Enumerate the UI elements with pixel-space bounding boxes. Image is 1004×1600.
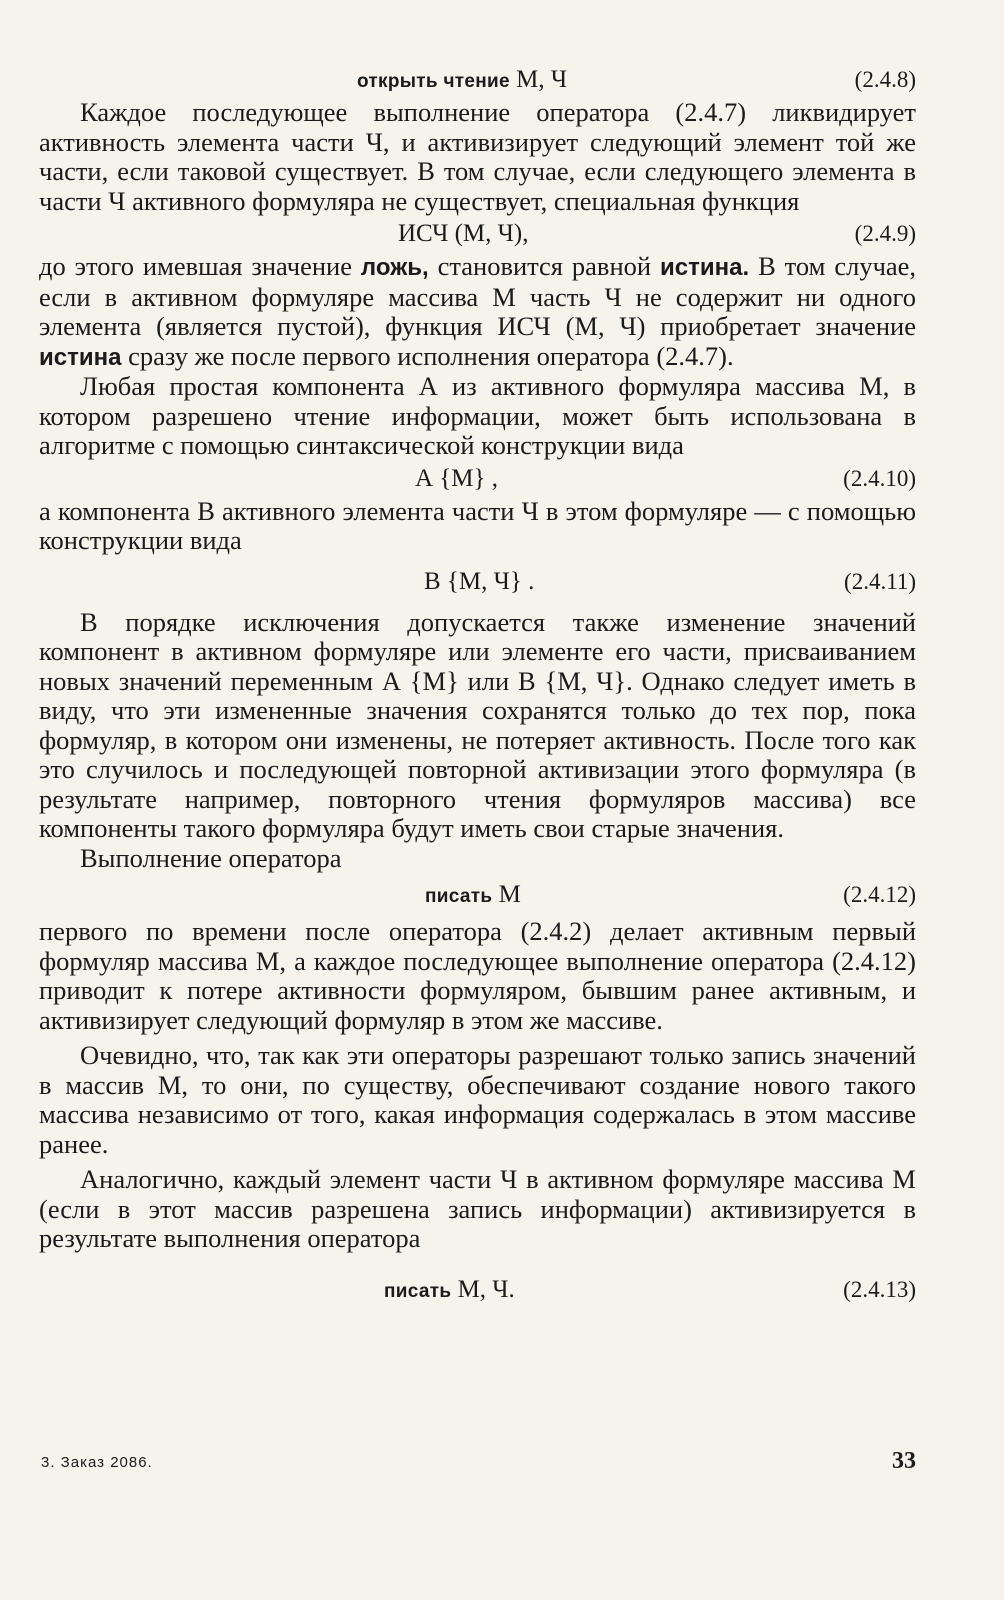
formula-args: М, Ч <box>516 66 568 93</box>
bold-term: истина. <box>660 254 750 281</box>
formula-number: (2.4.10) <box>843 465 916 491</box>
formula-args: М <box>498 881 521 908</box>
formula-args: М, Ч. <box>457 1275 515 1303</box>
print-order-note: 3. Заказ 2086. <box>41 1454 153 1471</box>
formula-number: (2.4.12) <box>843 882 916 907</box>
formula-keyword: открыть чтение <box>357 71 510 92</box>
paragraph-1: Каждое последующее выполнение оператора (2.4.7) ликвидирует активность элемента части Ч, и активизирует следующий элемент той же части, если таковой существует. В том случае, если следующего элемента в части Ч активного формуляра не существует, специальная функция <box>39 97 916 216</box>
formula-expression: В {М, Ч} . <box>424 567 535 595</box>
text-run: сразу же после первого исполнения оператора (2.4.7). <box>128 340 734 371</box>
paragraph-9: Аналогично, каждый элемент части Ч в активном формуляре массива М (если в этот массив разрешена запись информации) активизируется в результате выполнения оператора <box>39 1164 916 1253</box>
paragraph-6: Выполнение оператора <box>80 842 342 873</box>
text-run: до этого имевшая значение <box>39 251 352 281</box>
formula-number: (2.4.9) <box>854 221 916 246</box>
bold-term: ложь, <box>360 254 429 281</box>
formula-2-4-10 <box>39 461 916 497</box>
page-footer <box>41 1448 916 1478</box>
paragraph-2 <box>39 252 916 372</box>
formula-number: (2.4.11) <box>844 568 916 594</box>
formula-keyword: писать <box>384 1280 452 1302</box>
formula-2-4-13 <box>39 1272 916 1308</box>
formula-expression <box>357 62 567 100</box>
formula-2-4-12 <box>39 877 916 913</box>
paragraph-8: Очевидно, что, так как эти операторы разрешают только запись значений в массив М, то они, по существу, обеспечивают создание нового такого массива независимо от того, какая информация содержалась в этом массиве ранее. <box>39 1040 916 1159</box>
paragraph-7: первого по времени после оператора (2.4.2) делает активным первый формуляр массива М, а каждое последующее выполнение оператора (2.4.12) приводит к потере активности формуляром, бывшим ранее активным, и активизирует следующий формуляр в этом же массиве. <box>39 916 916 1035</box>
formula-number: (2.4.8) <box>854 67 916 92</box>
formula-keyword: писать <box>425 886 493 907</box>
paragraph-5: В порядке исключения допускается также изменение значений компонент в активном формуляре или элементе его части, присваиванием новых значений переменным А {М} или В {М, Ч}. Однако следует иметь в виду, что эти измененные значения сохранятся только до тех пор, пока формуляр, в котором они изменены, не потеряет активность. После того как это случилось и последующей повторной активизации этого формуляра (в результате например, повторного чтения формуляров массива) все компоненты такого формуляра будут иметь свои старые значения. <box>39 606 916 843</box>
bold-term: истина <box>39 343 122 371</box>
paragraph-3: Любая простая компонента А из активного формуляра массива М, в котором разрешено чтение информации, может быть использована в алгоритме с помощью синтаксической конструкции вида <box>39 371 916 460</box>
formula-expression <box>384 1272 515 1310</box>
page-number: 33 <box>892 1448 916 1474</box>
formula-expression: ИСЧ (М, Ч), <box>398 220 529 247</box>
formula-expression: А {М} , <box>415 464 499 492</box>
formula-2-4-8 <box>39 62 916 98</box>
formula-number: (2.4.13) <box>843 1276 916 1302</box>
formula-expression <box>425 877 521 915</box>
formula-2-4-11 <box>39 564 916 600</box>
text-run: становится равной <box>437 251 652 281</box>
text-run: В том случае, если в активном формуляре массива М часть Ч не содержит ни одного элемента (является пустой), функция ИСЧ (М, Ч) приобретает значение <box>39 251 917 341</box>
formula-2-4-9 <box>39 216 916 252</box>
paragraph-4: а компонента В активного элемента части Ч в этом формуляре — с помощью конструкции вида <box>39 495 916 555</box>
